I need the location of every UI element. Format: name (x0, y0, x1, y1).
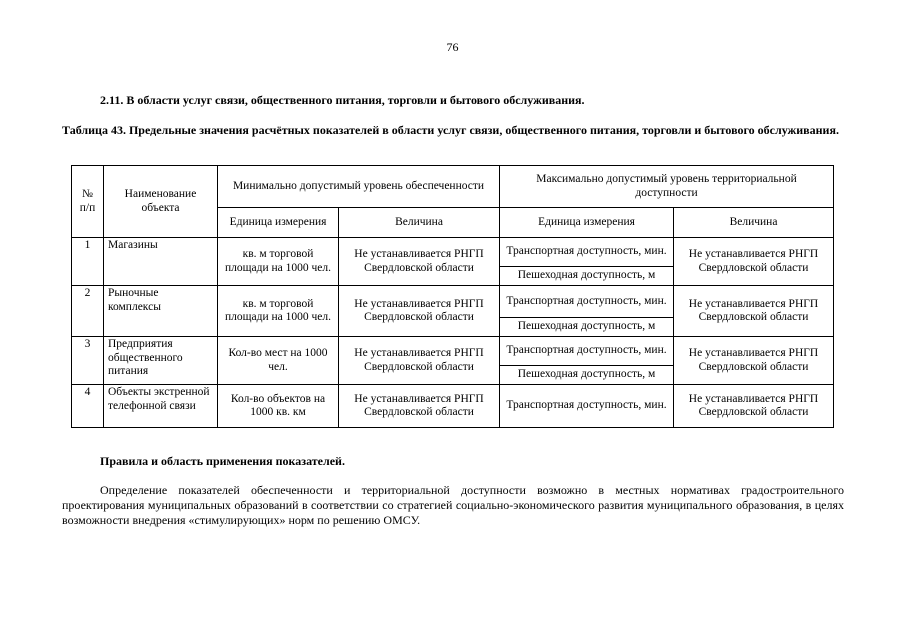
rules-paragraph: Определение показателей обеспеченности и территориальной доступности возможно в местных нормативах градостроительного проектирования муниципальных образований в соответствии со стратегией социально-экономического развития муниципального образования, в целях возможности внедрения «стимулирующих» норм по решению ОМСУ. (62, 483, 844, 527)
row-max-value: Не устанавливается РНГП Свердловской области (674, 337, 834, 385)
header-max-group: Максимально допустимый уровень территориальной доступности (500, 166, 834, 208)
row-num: 2 (72, 286, 104, 337)
header-min-value: Величина (339, 208, 500, 238)
row-max-value: Не устанавливается РНГП Свердловской области (674, 238, 834, 286)
header-name: Наименование объекта (104, 166, 218, 238)
row-max-value: Не устанавливается РНГП Свердловской области (674, 385, 834, 428)
header-min-group: Минимально допустимый уровень обеспеченности (218, 166, 500, 208)
row-max-unit-transport: Транспортная доступность, мин. (500, 238, 674, 267)
row-num: 4 (72, 385, 104, 428)
row-max-unit-transport: Транспортная доступность, мин. (500, 385, 674, 428)
table-row (72, 238, 834, 267)
table-row (72, 286, 834, 318)
row-min-unit: Кол-во мест на 1000 чел. (218, 337, 339, 385)
row-max-unit-walk: Пешеходная доступность, м (500, 318, 674, 337)
section-heading: 2.11. В области услуг связи, общественного питания, торговли и бытового обслуживания. (100, 93, 585, 107)
norms-table (71, 165, 834, 428)
row-num: 1 (72, 238, 104, 286)
header-max-unit: Единица измерения (500, 208, 674, 238)
row-min-unit: Кол-во объектов на 1000 кв. км (218, 385, 339, 428)
header-max-value: Величина (674, 208, 834, 238)
row-min-value: Не устанавливается РНГП Свердловской области (339, 238, 500, 286)
row-max-unit-walk: Пешеходная доступность, м (500, 267, 674, 286)
row-max-value: Не устанавливается РНГП Свердловской области (674, 286, 834, 337)
table-header-row (72, 166, 834, 208)
row-max-unit-transport: Транспортная доступность, мин. (500, 286, 674, 318)
page-number: 76 (446, 40, 459, 54)
row-min-value: Не устанавливается РНГП Свердловской области (339, 337, 500, 385)
row-max-unit-walk: Пешеходная доступность, м (500, 366, 674, 385)
row-name: Магазины (104, 238, 218, 286)
row-num: 3 (72, 337, 104, 385)
row-min-unit: кв. м торговой площади на 1000 чел. (218, 286, 339, 337)
row-min-unit: кв. м торговой площади на 1000 чел. (218, 238, 339, 286)
row-max-unit-transport: Транспортная доступность, мин. (500, 337, 674, 366)
header-min-unit: Единица измерения (218, 208, 339, 238)
header-num: № п/п (72, 166, 104, 238)
row-name: Предприятия общественного питания (104, 337, 218, 385)
table-row (72, 385, 834, 428)
rules-heading: Правила и область применения показателей. (100, 454, 345, 468)
row-name: Рыночные комплексы (104, 286, 218, 337)
row-name: Объекты экстренной телефонной связи (104, 385, 218, 428)
row-min-value: Не устанавливается РНГП Свердловской области (339, 286, 500, 337)
table-row (72, 337, 834, 366)
row-min-value: Не устанавливается РНГП Свердловской области (339, 385, 500, 428)
table-caption: Таблица 43. Предельные значения расчётных показателей в области услуг связи, общественного питания, торговли и бытового обслуживания. (62, 123, 839, 137)
